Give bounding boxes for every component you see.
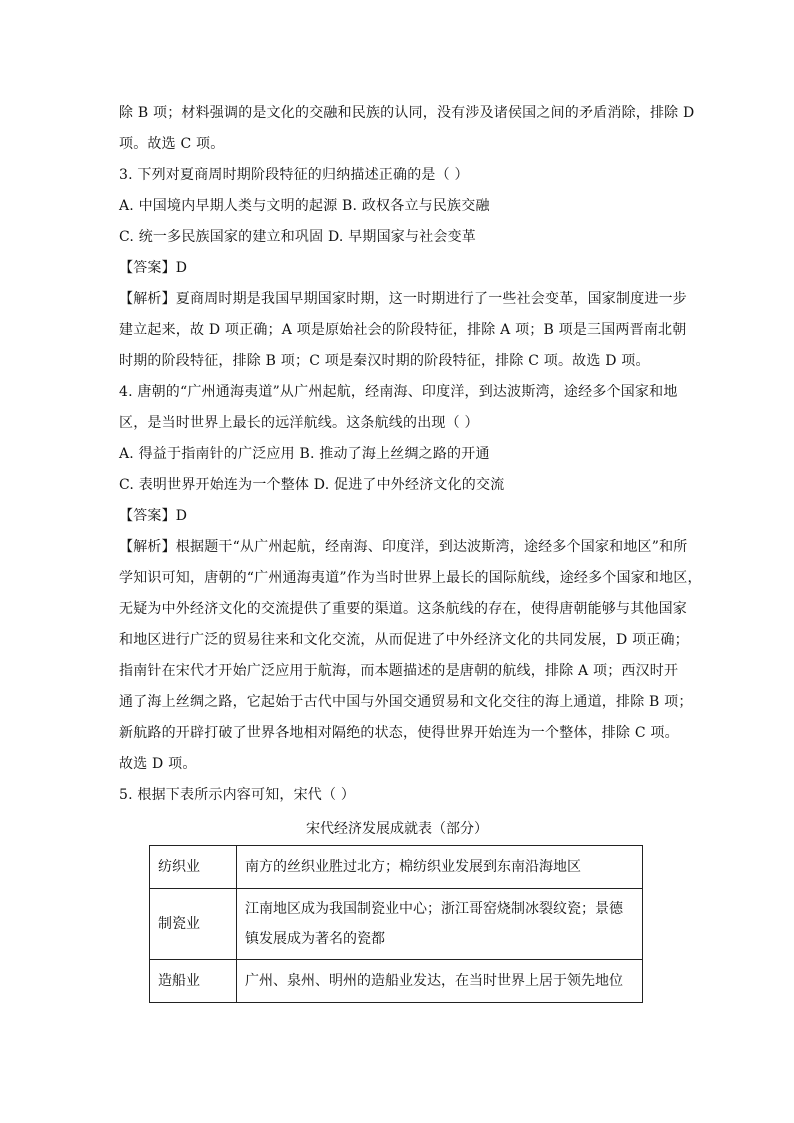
- analysis-line: 【解析】根据题干“从广州起航，经南海、印度洋，到达波斯湾，途经多个国家和地区”和所: [119, 539, 688, 555]
- options-ab: A. 得益于指南针的广泛应用 B. 推动了海上丝绸之路的开通: [119, 446, 490, 462]
- content-cell: 南方的丝织业胜过北方；棉纺织业发展到东南沿海地区: [237, 846, 643, 889]
- analysis-line: 新航路的开辟打破了世界各地相对隔绝的状态，使得世界开始连为一个整体，排除 C 项。: [119, 725, 679, 741]
- table-row: [150, 846, 643, 889]
- table-row: [150, 960, 643, 1003]
- analysis-line: 无疑为中外经济文化的交流提供了重要的渠道。这条航线的存在，使得唐朝能够与其他国家: [119, 601, 687, 617]
- content-cell: 广州、泉州、明州的造船业发达，在当时世界上居于领先地位: [237, 960, 643, 1003]
- analysis-line: 通了海上丝绸之路，它起始于古代中国与外国交通贸易和文化交往的海上通道，排除 B 项；: [119, 694, 693, 710]
- options-cd: C. 统一多民族国家的建立和巩固 D. 早期国家与社会变革: [119, 229, 476, 245]
- analysis-line: 故选 D 项。: [119, 756, 197, 772]
- question-4-cont: 区，是当时世界上最长的远洋航线。这条航线的出现（ ）: [119, 415, 479, 431]
- industry-cell: 纺织业: [150, 846, 237, 889]
- content-cell: 江南地区成为我国制瓷业中心；浙江哥窑烧制冰裂纹瓷；景德镇发展成为著名的瓷都: [237, 889, 643, 960]
- industry-cell: 制瓷业: [150, 889, 237, 960]
- question-4: 4. 唐朝的“广州通海夷道”从广州起航，经南海、印度洋，到达波斯湾，途经多个国家和地: [119, 384, 678, 400]
- options-cd: C. 表明世界开始连为一个整体 D. 促进了中外经济文化的交流: [119, 477, 505, 493]
- text-line: 项。故选 C 项。: [119, 136, 225, 152]
- question-5: 5. 根据下表所示内容可知，宋代（ ）: [119, 787, 356, 803]
- analysis-line: 和地区进行广泛的贸易往来和文化交流，从而促进了中外经济文化的共同发展，D 项正确；: [119, 632, 689, 648]
- options-ab: A. 中国境内早期人类与文明的起源 B. 政权各立与民族交融: [119, 198, 490, 214]
- analysis-line: 【解析】夏商周时期是我国早期国家时期，这一时期进行了一些社会变革，国家制度进一步: [119, 291, 687, 307]
- analysis-line: 时期的阶段特征，排除 B 项；C 项是秦汉时期的阶段特征，排除 C 项。故选 D 项。: [119, 353, 650, 369]
- analysis-line: 学知识可知，唐朝的“广州通海夷道”作为当时世界上最长的国际航线，途经多个国家和地区，: [119, 570, 702, 586]
- table-title: 宋代经济发展成就表（部分）: [306, 821, 488, 837]
- analysis-line: 建立起来，故 D 项正确；A 项是原始社会的阶段特征，排除 A 项；B 项是三国两晋南北朝: [119, 322, 687, 338]
- industry-cell: 造船业: [150, 960, 237, 1003]
- answer-label: 【答案】D: [119, 508, 188, 524]
- text-line: 除 B 项；材料强调的是文化的交融和民族的认同，没有涉及诸侯国之间的矛盾消除，排除 D: [119, 105, 695, 121]
- analysis-line: 指南针在宋代才开始广泛应用于航海，而本题描述的是唐朝的航线，排除 A 项；西汉时开: [119, 663, 679, 679]
- answer-label: 【答案】D: [119, 260, 188, 276]
- table-row: [150, 889, 643, 960]
- achievement-table: [149, 845, 643, 1003]
- question-3: 3. 下列对夏商周时期阶段特征的归纳描述正确的是（ ）: [119, 167, 469, 183]
